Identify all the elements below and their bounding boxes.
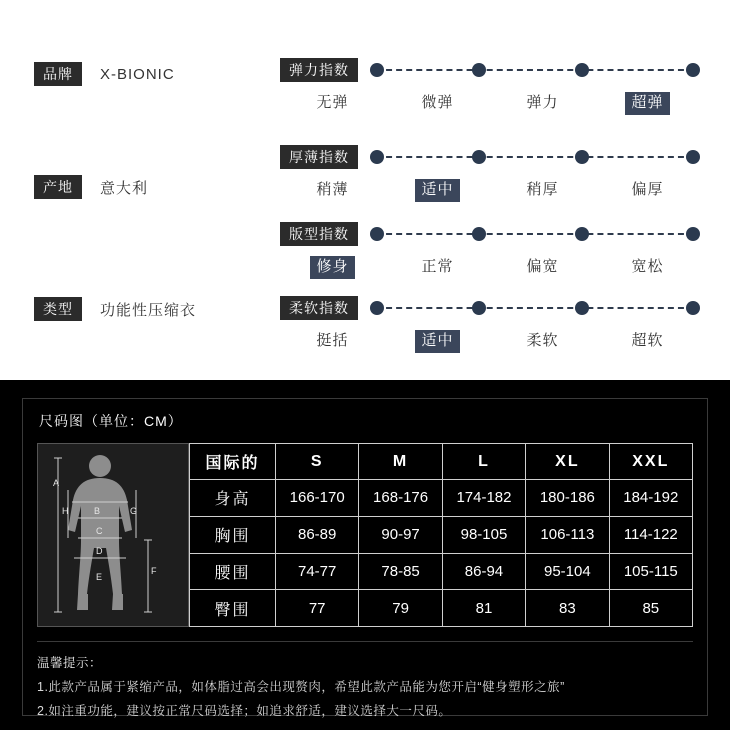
size-cell: 180-186 [526, 480, 609, 517]
index-option-label: 宽松 [631, 258, 664, 275]
size-cell: 74-77 [276, 553, 359, 590]
figure-label-H: H [62, 506, 69, 516]
index-softness-head [280, 296, 700, 320]
index-option-label: 稍厚 [526, 181, 559, 198]
size-cell: 174-182 [442, 480, 525, 517]
size-table-header-row [190, 444, 693, 480]
size-tips [37, 641, 693, 723]
figure-label-E: E [96, 572, 103, 582]
index-option-label: 超软 [631, 332, 664, 349]
size-cell: 95-104 [526, 553, 609, 590]
index-option[interactable] [595, 330, 700, 353]
tips-line: 1.此款产品属于紧缩产品，如体脂过高会出现赘肉，希望此款产品能为您开启“健身塑形之旅” [37, 679, 565, 694]
index-option[interactable] [490, 256, 595, 279]
track-dot [575, 150, 589, 164]
index-fit-head [280, 222, 700, 246]
size-cell: 79 [359, 590, 442, 627]
index-option-label: 柔软 [526, 332, 559, 349]
index-option-label: 微弹 [421, 94, 454, 111]
index-softness-labels [280, 330, 700, 353]
figure-label-B: B [94, 506, 101, 516]
index-option-label: 适中 [415, 179, 459, 202]
index-option-selected[interactable] [385, 179, 490, 202]
size-cell: 77 [276, 590, 359, 627]
size-table-header-cell: M [359, 444, 442, 480]
figure-label-A: A [53, 478, 60, 488]
size-cell: 78-85 [359, 553, 442, 590]
index-option-label: 稍薄 [316, 181, 349, 198]
track-dot [686, 150, 700, 164]
index-option-label: 超弹 [625, 92, 669, 115]
index-thickness-labels [280, 179, 700, 202]
size-row-label: 臀围 [190, 590, 276, 627]
index-option-label: 正常 [421, 258, 454, 275]
index-softness [280, 296, 700, 353]
index-option-label: 弹力 [526, 94, 559, 111]
index-fit-labels [280, 256, 700, 279]
index-elasticity-tag: 弹力指数 [280, 58, 358, 82]
index-softness-track [370, 300, 700, 316]
size-table-header-cell: L [442, 444, 525, 480]
size-cell: 166-170 [276, 480, 359, 517]
size-cell: 168-176 [359, 480, 442, 517]
index-thickness-track [370, 149, 700, 165]
index-option-label: 修身 [310, 256, 354, 279]
size-cell: 86-94 [442, 553, 525, 590]
table-row [190, 590, 693, 627]
index-fit-track [370, 226, 700, 242]
index-option-label: 无弹 [316, 94, 349, 111]
index-option-selected[interactable] [385, 330, 490, 353]
size-row-label: 腰围 [190, 553, 276, 590]
size-table [189, 443, 693, 627]
index-option[interactable] [280, 179, 385, 202]
attribute-type-value: 功能性压缩衣 [100, 301, 197, 319]
size-cell: 106-113 [526, 516, 609, 553]
track-dot [370, 150, 384, 164]
attribute-origin-tag: 产地 [34, 175, 82, 199]
size-chart-panel [0, 380, 730, 730]
size-table-header-cell: S [276, 444, 359, 480]
track-dot [575, 227, 589, 241]
attribute-origin-value: 意大利 [100, 179, 149, 197]
track-line [376, 307, 694, 309]
size-cell: 90-97 [359, 516, 442, 553]
index-option[interactable] [280, 92, 385, 115]
index-option[interactable] [385, 92, 490, 115]
index-fit-tag: 版型指数 [280, 222, 358, 246]
size-cell: 114-122 [609, 516, 692, 553]
track-line [376, 156, 694, 158]
track-dot [370, 301, 384, 315]
track-dot [686, 227, 700, 241]
index-thickness [280, 145, 700, 202]
size-cell: 86-89 [276, 516, 359, 553]
attribute-brand-value: X-BIONIC [100, 65, 175, 83]
track-dot [575, 301, 589, 315]
table-row [190, 553, 693, 590]
figure-label-D: D [96, 546, 103, 556]
size-cell: 184-192 [609, 480, 692, 517]
table-row [190, 516, 693, 553]
index-option-label: 适中 [415, 330, 459, 353]
track-dot [472, 63, 486, 77]
size-cell: 85 [609, 590, 692, 627]
index-elasticity-track [370, 62, 700, 78]
index-option[interactable] [280, 330, 385, 353]
size-cell: 81 [442, 590, 525, 627]
track-dot [370, 63, 384, 77]
index-option-label: 偏宽 [526, 258, 559, 275]
track-line [376, 233, 694, 235]
track-dot [370, 227, 384, 241]
index-thickness-head [280, 145, 700, 169]
index-thickness-tag: 厚薄指数 [280, 145, 358, 169]
size-table-header-cell: XXL [609, 444, 692, 480]
size-chart-title: 尺码图（单位：CM） [39, 413, 183, 429]
size-cell: 105-115 [609, 553, 692, 590]
tips-line: 2.如注重功能，建议按正常尺码选择；如追求舒适，建议选择大一尺码。 [37, 703, 452, 718]
track-dot [472, 227, 486, 241]
index-option-selected[interactable] [595, 92, 700, 115]
attribute-type-tag: 类型 [34, 297, 82, 321]
size-row-label: 身高 [190, 480, 276, 517]
figure-label-F: F [151, 566, 157, 576]
size-row-label: 胸围 [190, 516, 276, 553]
size-chart-row [37, 443, 693, 627]
attribute-type [34, 297, 196, 321]
tips-heading: 温馨提示： [37, 656, 103, 670]
figure-label-G: G [130, 506, 138, 516]
index-elasticity-head [280, 58, 700, 82]
index-elasticity [280, 58, 700, 115]
size-table-header-cell: 国际的 [190, 444, 276, 480]
attribute-brand [34, 62, 175, 86]
attribute-origin [34, 175, 148, 199]
index-option-label: 偏厚 [631, 181, 664, 198]
track-dot [686, 301, 700, 315]
attribute-brand-tag: 品牌 [34, 62, 82, 86]
index-option[interactable] [595, 179, 700, 202]
index-option[interactable] [595, 256, 700, 279]
track-dot [686, 63, 700, 77]
figure-label-C: C [96, 526, 103, 536]
index-option-selected[interactable] [280, 256, 385, 279]
index-fit [280, 222, 700, 279]
size-cell: 98-105 [442, 516, 525, 553]
size-table-header-cell: XL [526, 444, 609, 480]
track-line [376, 69, 694, 71]
index-option[interactable] [490, 330, 595, 353]
size-chart-inner [22, 398, 708, 716]
table-row [190, 480, 693, 517]
track-dot [575, 63, 589, 77]
index-option[interactable] [385, 256, 490, 279]
track-dot [472, 150, 486, 164]
index-option[interactable] [490, 179, 595, 202]
index-option-label: 挺括 [316, 332, 349, 349]
human-body-diagram [38, 444, 188, 626]
size-cell: 83 [526, 590, 609, 627]
index-softness-tag: 柔软指数 [280, 296, 358, 320]
track-dot [472, 301, 486, 315]
index-option[interactable] [490, 92, 595, 115]
index-elasticity-labels [280, 92, 700, 115]
body-measure-figure [37, 443, 189, 627]
